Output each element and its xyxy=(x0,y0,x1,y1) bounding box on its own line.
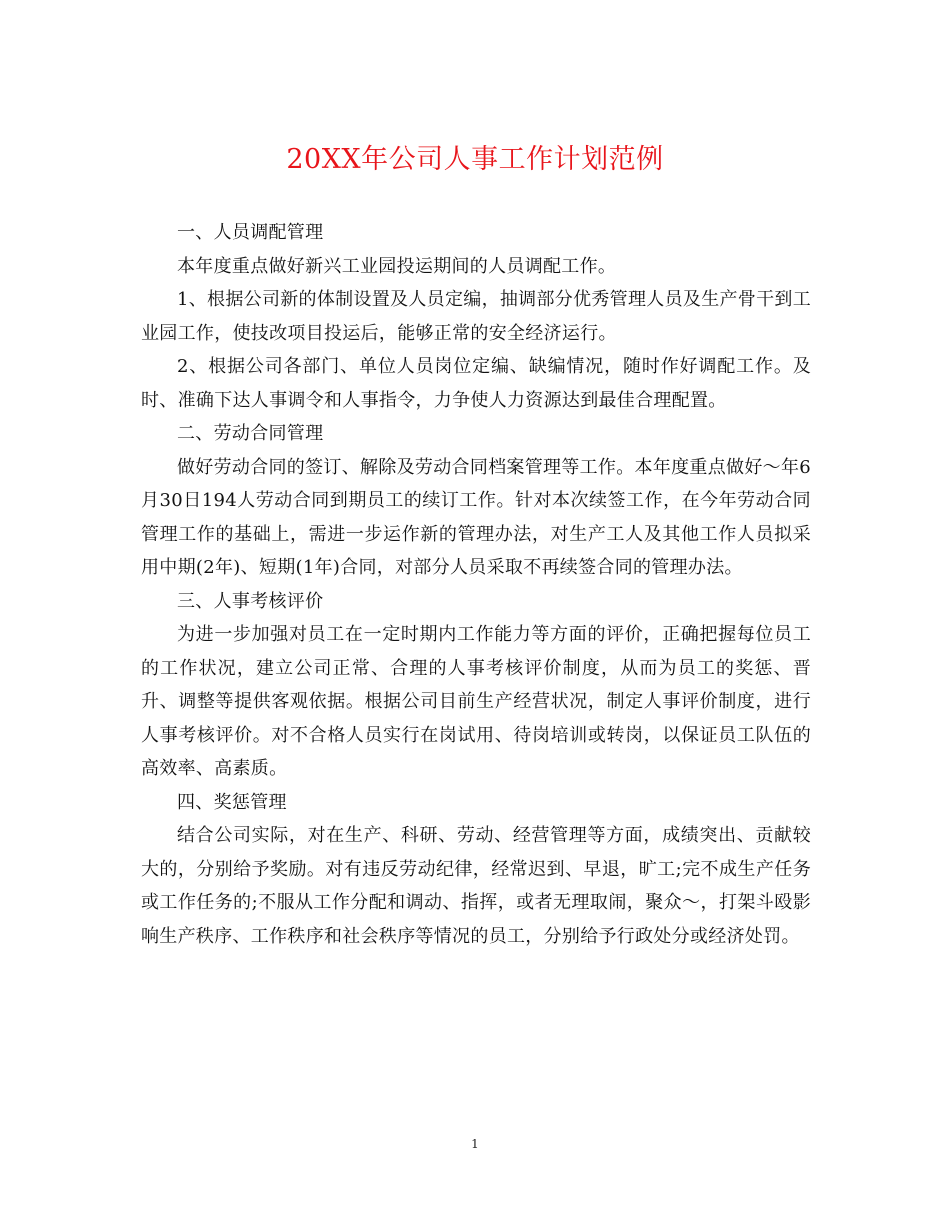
document-body xyxy=(141,216,811,953)
section-heading-personnel-allocation: 一、人员调配管理 xyxy=(177,222,324,243)
paragraph: 本年度重点做好新兴工业园投运期间的人员调配工作。 xyxy=(177,255,617,277)
section-heading-rewards-penalties: 四、奖惩管理 xyxy=(177,791,287,813)
paragraph: 为进一步加强对员工在一定时期内工作能力等方面的评价，正确把握每位员工的工作状况，建立公司正常、合理的人事考核评价制度，从而为员工的奖惩、晋升、调整等提供客观依据。根据公司目前生产经营状况，制定人事评价制度，进行人事考核评价。对不合格人员实行在岗试用、待岗培训或转岗，以保证员工队伍的高效率、高素质。 xyxy=(141,624,811,779)
section-heading-personnel-evaluation: 三、人事考核评价 xyxy=(177,590,324,612)
document-title: 20XX年公司人事工作计划范例 xyxy=(286,144,664,175)
paragraph: 做好劳动合同的签订、解除及劳动合同档案管理等工作。本年度重点做好～年6月30日194人劳动合同到期员工的续订工作。针对本次续签工作，在今年劳动合同管理工作的基础上，需进一步运作新的管理办法，对生产工人及其他工作人员拟采用中期(2年)、短期(1年)合同，对部分人员采取不再续签合同的管理办法。 xyxy=(141,456,811,578)
section-heading-labor-contract: 二、劳动合同管理 xyxy=(177,423,324,444)
paragraph: 2、根据公司各部门、单位人员岗位定编、缺编情况，随时作好调配工作。及时、准确下达人事调令和人事指令，力争使人力资源达到最佳合理配置。 xyxy=(141,356,811,411)
paragraph: 结合公司实际，对在生产、科研、劳动、经营管理等方面，成绩突出、贡献较大的，分别给予奖励。对有违反劳动纪律，经常迟到、早退，旷工;完不成生产任务或工作任务的;不服从工作分配和调动、指挥，或者无理取闹，聚众～，打架斗殴影响生产秩序、工作秩序和社会秩序等情况的员工，分别给予行政处分或经济处罚。 xyxy=(141,825,811,947)
page-number: 1 xyxy=(471,1137,479,1151)
paragraph: 1、根据公司新的体制设置及人员定编，抽调部分优秀管理人员及生产骨干到工业园工作，使技改项目投运后，能够正常的安全经济运行。 xyxy=(141,289,811,344)
